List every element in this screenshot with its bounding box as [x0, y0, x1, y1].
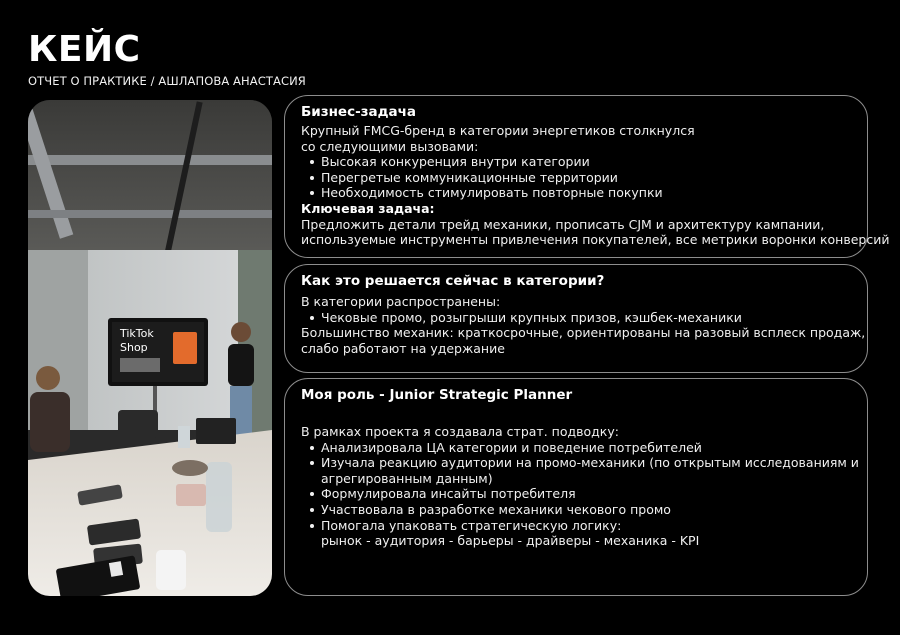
key-task-line: используемые инструменты привлечения покупателей, все метрики воронки конверсий: [301, 232, 890, 248]
current-solution-intro: В категории распространены:: [301, 294, 501, 309]
role-list: [301, 439, 859, 534]
strategy-chain: рынок - аудитория - барьеры - драйверы - механика - KPI: [321, 533, 700, 549]
screen-text-line-2: Shop: [120, 341, 148, 354]
list-item-text: Формулировала инсайты потребителя: [321, 486, 576, 502]
current-solution-summary-line: слабо работают на удержание: [301, 340, 505, 356]
business-task-heading: Бизнес-задача: [301, 104, 417, 120]
list-item-text: Анализировала ЦА категории и поведение потребителей: [321, 439, 702, 455]
current-solution-list: [301, 310, 851, 326]
list-item: Высокая конкуренция внутри категории: [301, 154, 851, 170]
current-solution-summary-line: Большинство механик: краткосрочные, ориентированы на разовый всплеск продаж,: [301, 325, 866, 341]
list-item: [301, 486, 851, 502]
business-task-list: [301, 154, 851, 201]
page-title: КЕЙС: [28, 29, 141, 70]
list-item: Перегретые коммуникационные территории: [301, 170, 851, 186]
current-solution-heading: Как это решается сейчас в категории?: [301, 273, 605, 289]
list-item: [301, 455, 859, 486]
list-item: [301, 502, 851, 518]
business-task-intro-line: Крупный FMCG-бренд в категории энергетиков столкнулся: [301, 123, 695, 138]
key-task-line: Предложить детали трейд механики, прописать CJM и архитектуру кампании,: [301, 216, 825, 232]
role-card: [284, 378, 868, 596]
list-item-text: Изучала реакцию аудитории на промо-механики (по открытым исследованиям и: [321, 455, 859, 471]
list-item-text: Помогала упаковать стратегическую логику:: [321, 517, 622, 533]
list-item: Чековые промо, розыгрыши крупных призов, кэшбек-механики: [301, 310, 851, 326]
business-task-card: [284, 95, 890, 258]
current-solution-card: [284, 264, 868, 373]
screen-text-line-1: TikTok: [120, 327, 154, 340]
role-heading: Моя роль - Junior Strategic Planner: [301, 387, 573, 403]
list-item: [301, 440, 851, 456]
list-item-text: агрегированным данным): [321, 470, 493, 486]
meeting-photo: [28, 100, 272, 596]
list-item: Необходимость стимулировать повторные покупки: [301, 185, 851, 201]
list-item-text: Участвовала в разработке механики чекового промо: [321, 501, 671, 517]
business-task-intro-line: со следующими вызовами:: [301, 138, 479, 154]
list-item: [301, 518, 851, 534]
page-subtitle: ОТЧЕТ О ПРАКТИКЕ / АШЛАПОВА АНАСТАСИЯ: [28, 74, 306, 88]
key-task-heading: Ключевая задача:: [301, 200, 435, 216]
role-intro: В рамках проекта я создавала страт. подводку:: [301, 424, 619, 439]
